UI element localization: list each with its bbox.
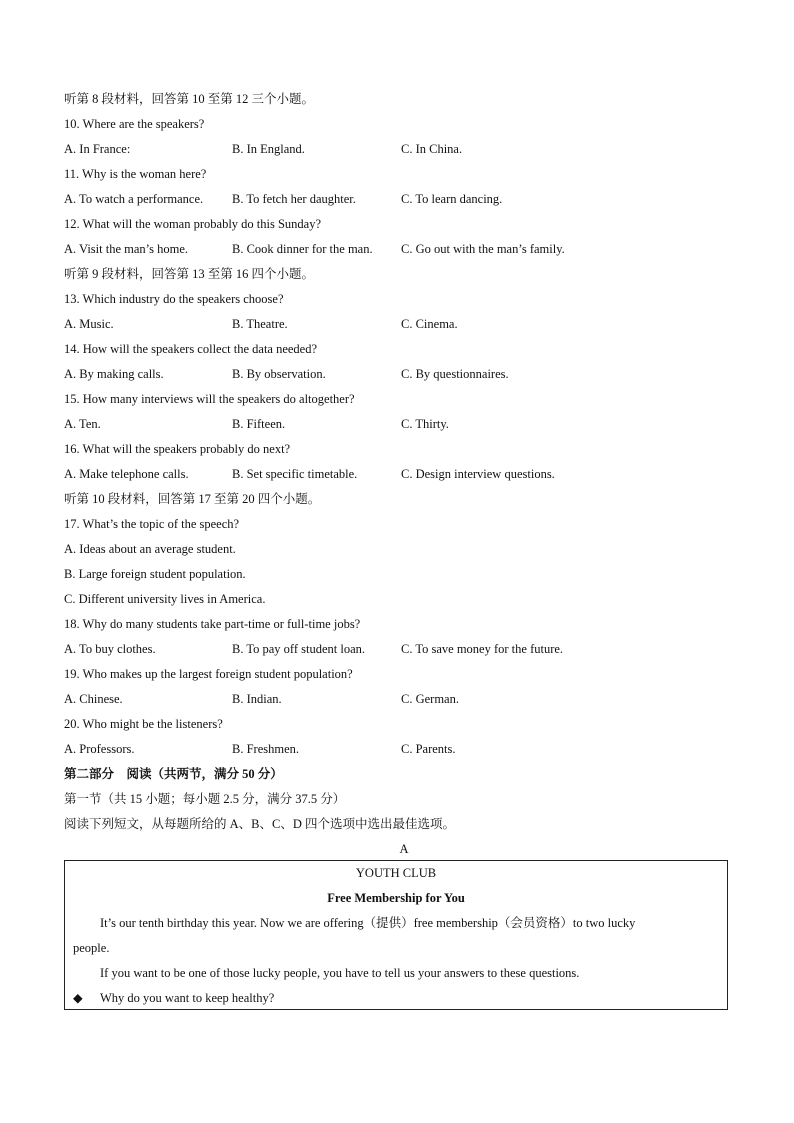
option-c: C. Go out with the man’s family. [401, 242, 565, 256]
options-15 [64, 412, 744, 437]
question-12: 12. What will the woman probably do this Sunday? [64, 217, 322, 231]
paragraph-1: It’s our tenth birthday this year. Now we are offering（提供）free membership（会员资格）to two lucky [100, 916, 636, 930]
option-b: B. Theatre. [232, 317, 288, 331]
exam-page [64, 87, 744, 862]
option-c: C. By questionnaires. [401, 367, 509, 381]
option-b: B. Indian. [232, 692, 282, 706]
option-c: C. German. [401, 692, 459, 706]
part-title: 第二部分 阅读（共两节，满分 50 分） [64, 767, 283, 781]
question-15: 15. How many interviews will the speakers do altogether? [64, 392, 355, 406]
question-10: 10. Where are the speakers? [64, 117, 205, 131]
option-a: A. Visit the man’s home. [64, 242, 189, 256]
option-a: A. Ten. [64, 417, 101, 431]
options-13 [64, 312, 744, 337]
option-a: A. Make telephone calls. [64, 467, 189, 481]
section-heading-8: 听第 8 段材料，回答第 10 至第 12 三个小题。 [64, 92, 315, 106]
bullet-item [73, 986, 719, 1011]
paragraph-1-continued: people. [73, 941, 110, 955]
option-c: C. Thirty. [401, 417, 449, 431]
options-16 [64, 462, 744, 487]
option-b: B. Large foreign student population. [64, 567, 246, 581]
options-12 [64, 237, 744, 262]
option-c: C. Cinema. [401, 317, 458, 331]
options-14 [64, 362, 744, 387]
passage-box [64, 860, 728, 1010]
options-11 [64, 187, 744, 212]
option-a: A. Professors. [64, 742, 135, 756]
option-b: B. Cook dinner for the man. [232, 242, 373, 256]
diamond-bullet-icon: ◆ [73, 991, 83, 1005]
option-a: A. Music. [64, 317, 114, 331]
box-title: YOUTH CLUB [355, 866, 437, 880]
option-c: C. To learn dancing. [401, 192, 503, 206]
question-11: 11. Why is the woman here? [64, 167, 207, 181]
option-a: A. To buy clothes. [64, 642, 156, 656]
option-b: B. Freshmen. [232, 742, 300, 756]
bullet-text: Why do you want to keep healthy? [100, 991, 275, 1005]
box-subtitle: Free Membership for You [327, 891, 465, 905]
question-20: 20. Who might be the listeners? [64, 717, 223, 731]
option-c: C. Design interview questions. [401, 467, 555, 481]
options-20 [64, 737, 744, 762]
option-a: A. Ideas about an average student. [64, 542, 236, 556]
option-a: A. In France: [64, 142, 131, 156]
option-a: A. By making calls. [64, 367, 164, 381]
option-c: C. In China. [401, 142, 463, 156]
option-c: C. Parents. [401, 742, 456, 756]
option-a: A. To watch a performance. [64, 192, 204, 206]
option-b: B. Fifteen. [232, 417, 286, 431]
option-b: B. Set specific timetable. [232, 467, 358, 481]
option-b: B. By observation. [232, 367, 326, 381]
question-13: 13. Which industry do the speakers choose? [64, 292, 284, 306]
section-heading-9: 听第 9 段材料，回答第 13 至第 16 四个小题。 [64, 267, 315, 281]
question-19: 19. Who makes up the largest foreign student population? [64, 667, 353, 681]
options-18 [64, 637, 744, 662]
question-16: 16. What will the speakers probably do next? [64, 442, 291, 456]
option-b: B. To fetch her daughter. [232, 192, 356, 206]
option-a: A. Chinese. [64, 692, 123, 706]
option-b: B. To pay off student loan. [232, 642, 366, 656]
option-c: C. To save money for the future. [401, 642, 564, 656]
section-title: 第一节（共 15 小题；每小题 2.5 分，满分 37.5 分） [64, 792, 346, 806]
options-19 [64, 687, 744, 712]
question-14: 14. How will the speakers collect the data needed? [64, 342, 318, 356]
passage-label: A [399, 842, 409, 856]
question-18: 18. Why do many students take part-time or full-time jobs? [64, 617, 361, 631]
question-17: 17. What’s the topic of the speech? [64, 517, 240, 531]
option-c: C. Different university lives in America. [64, 592, 266, 606]
instruction-text: 阅读下列短文，从每题所给的 A、B、C、D 四个选项中选出最佳选项。 [64, 817, 455, 831]
paragraph-2: If you want to be one of those lucky people, you have to tell us your answers to these questions. [100, 966, 580, 980]
options-10 [64, 137, 744, 162]
option-b: B. In England. [232, 142, 305, 156]
section-heading-10: 听第 10 段材料，回答第 17 至第 20 四个小题。 [64, 492, 321, 506]
